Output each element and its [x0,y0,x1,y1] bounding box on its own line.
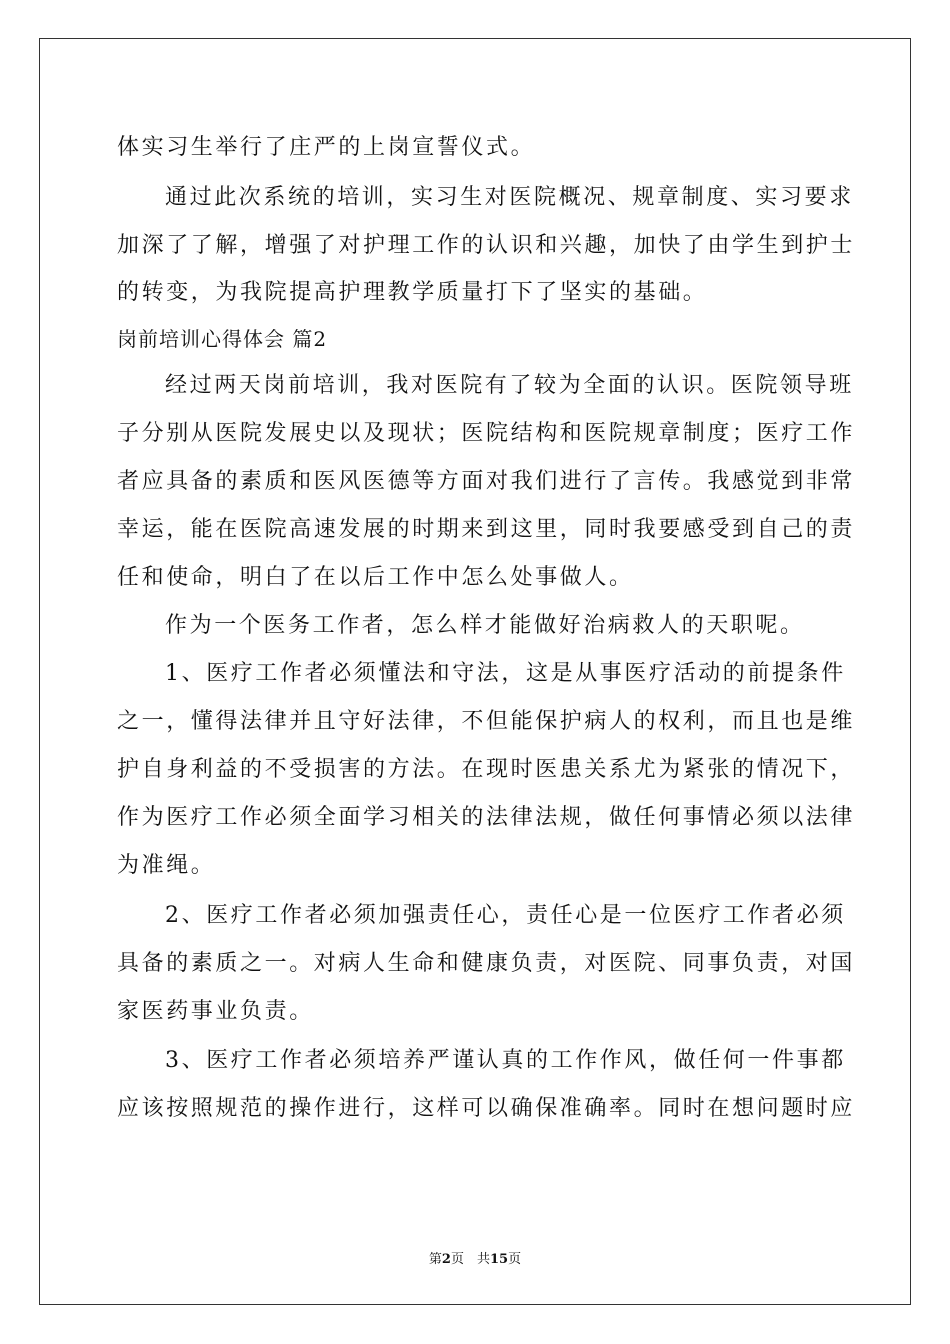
text-line: 幸运，能在医院高速发展的时期来到这里，同时我要感受到自己的责 [117,517,856,542]
text-line: 任和使命，明白了在以后工作中怎么处事做人。 [117,565,634,590]
paragraph-first-line: 经过两天岗前培训，我对医院有了较为全面的认识。医院领导班 [165,373,854,398]
paragraph-first-line: 1、医疗工作者必须懂法和守法，这是从事医疗活动的前提条件 [165,661,846,686]
text-line: 为准绳。 [117,853,216,878]
text-line: 护自身利益的不受损害的方法。在现时医患关系尤为紧张的情况下， [117,757,856,782]
footer-suffix: 页 [508,1252,522,1267]
footer-middle: 页 共 [450,1252,490,1267]
page-footer [0,1248,950,1267]
paragraph-first-line: 通过此次系统的培训，实习生对医院概况、规章制度、实习要求 [165,185,854,210]
text-line: 家医药事业负责。 [117,999,314,1024]
text-line: 具备的素质之一。对病人生命和健康负责，对医院、同事负责，对国 [117,951,856,976]
text-line: 之一，懂得法律并且守好法律，不但能保护病人的权利，而且也是维 [117,709,856,734]
paragraph-first-line: 2、医疗工作者必须加强责任心，责任心是一位医疗工作者必须 [165,903,846,928]
text-line: 的转变，为我院提高护理教学质量打下了坚实的基础。 [117,280,708,305]
current-page-number: 2 [441,1252,451,1267]
paragraph-first-line: 3、医疗工作者必须培养严谨认真的工作作风，做任何一件事都 [165,1048,846,1073]
text-line: 应该按照规范的操作进行，这样可以确保准确率。同时在想问题时应 [117,1096,856,1121]
total-page-count: 15 [489,1252,509,1267]
text-line: 者应具备的素质和医风医德等方面对我们进行了言传。我感觉到非常 [117,469,856,494]
paragraph-first-line: 作为一个医务工作者，怎么样才能做好治病救人的天职呢。 [165,613,805,638]
text-line: 子分别从医院发展史以及现状；医院结构和医院规章制度；医疗工作 [117,421,856,446]
footer-prefix: 第 [428,1252,442,1267]
text-line: 体实习生举行了庄严的上岗宣誓仪式。 [117,135,536,160]
text-line: 加深了了解，增强了对护理工作的认识和兴趣，加快了由学生到护士 [117,233,856,258]
section-heading: 岗前培训心得体会 篇2 [117,327,328,351]
text-line: 作为医疗工作必须全面学习相关的法律法规，做任何事情必须以法律 [117,805,856,830]
